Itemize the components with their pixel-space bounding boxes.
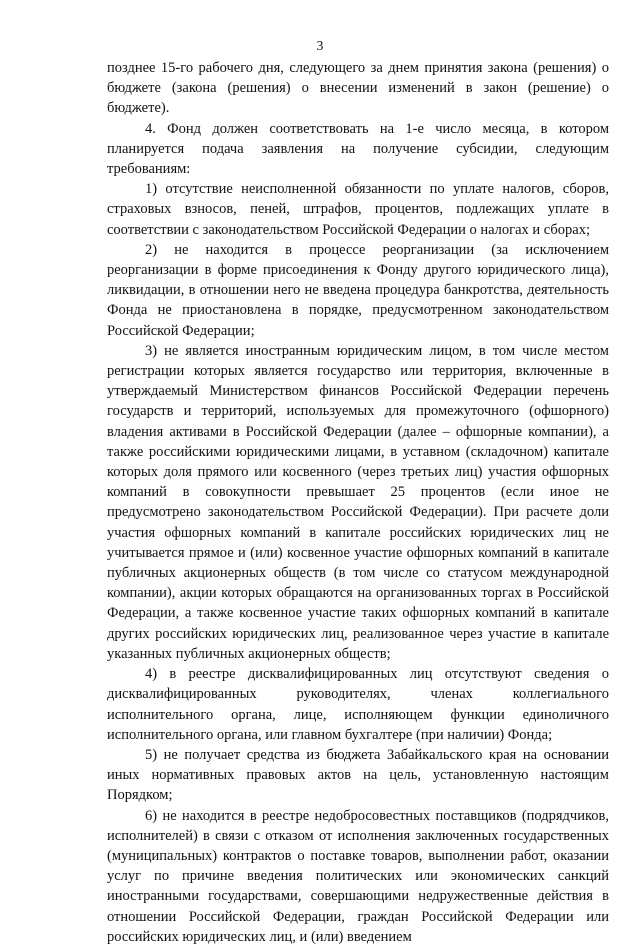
paragraph-subitem-6: 6) не находится в реестре недобросовестных поставщиков (подрядчиков, исполнителей) в связи с отказом от исполнения заключенных государственных (муниципальных) контрактов о поставке товаров, выполнении работ, оказании услуг по причине введения политических или экономических санкций иностранными государствами, совершающими недружественные действия в отношении Российской Федерации, граждан Российской Федерации или российских юридических лиц, и (или) введением [107, 807, 609, 945]
paragraph-item-4: 4. Фонд должен соответствовать на 1-е число месяца, в котором планируется подача заявления на получение субсидии, следующим требованиям: [107, 120, 609, 178]
paragraph-subitem-4: 4) в реестре дисквалифицированных лиц отсутствуют сведения о дисквалифицированных руководителях, членах коллегиального исполнительного органа, лице, исполняющем функции единоличного исполнительного органа, или главном бухгалтере (при наличии) Фонда; [107, 666, 609, 743]
paragraph-continuation: позднее 15-го рабочего дня, следующего за днем принятия закона (решения) о бюджете (закона (решения) о внесении изменений в закон (решение) о бюджете). [107, 60, 609, 117]
document-text [107, 58, 609, 947]
paragraph-subitem-3: 3) не является иностранным юридическим лицом, в том числе местом регистрации которых является государство или территория, включенные в утверждаемый Министерством финансов Российской Федерации перечень государств и территорий, используемых для промежуточного (офшорного) владения активами в Российской Федерации (далее – офшорные компании), а также российскими юридическими лицами, в уставном (складочном) капитале которых доля прямого или косвенного (через третьих лиц) участия офшорных компаний в совокупности превышает 25 процентов (если иное не предусмотрено законодательством Российской Федерации). При расчете доли участия офшорных компаний в капитале российских юридических лиц не учитывается прямое и (или) косвенное участие офшорных компаний в капитале публичных акционерных обществ (в том числе со статусом международной компании), акции которых обращаются на организованных торгах в Российской Федерации, а также косвенное участие таких офшорных компаний в капитале других российских юридических лиц, реализованное через участие в капитале указанных публичных акционерных обществ; [107, 342, 609, 662]
paragraph-subitem-5: 5) не получает средства из бюджета Забайкальского края на основании иных нормативных правовых актов на цель, установленную настоящим Порядком; [107, 746, 609, 804]
page-number: 3 [316, 38, 324, 53]
paragraph-subitem-1: 1) отсутствие неисполненной обязанности по уплате налогов, сборов, страховых взносов, пеней, штрафов, процентов, подлежащих уплате в соответствии с законодательством Российской Федерации о налогах и сборах; [107, 181, 609, 238]
paragraph-subitem-2: 2) не находится в процессе реорганизации (за исключением реорганизации в форме присоединения к Фонду другого юридического лица), ликвидации, в отношении него не введена процедура банкротства, деятельность Фонда не приостановлена в порядке, предусмотренном законодательством Российской Федерации; [107, 241, 609, 339]
